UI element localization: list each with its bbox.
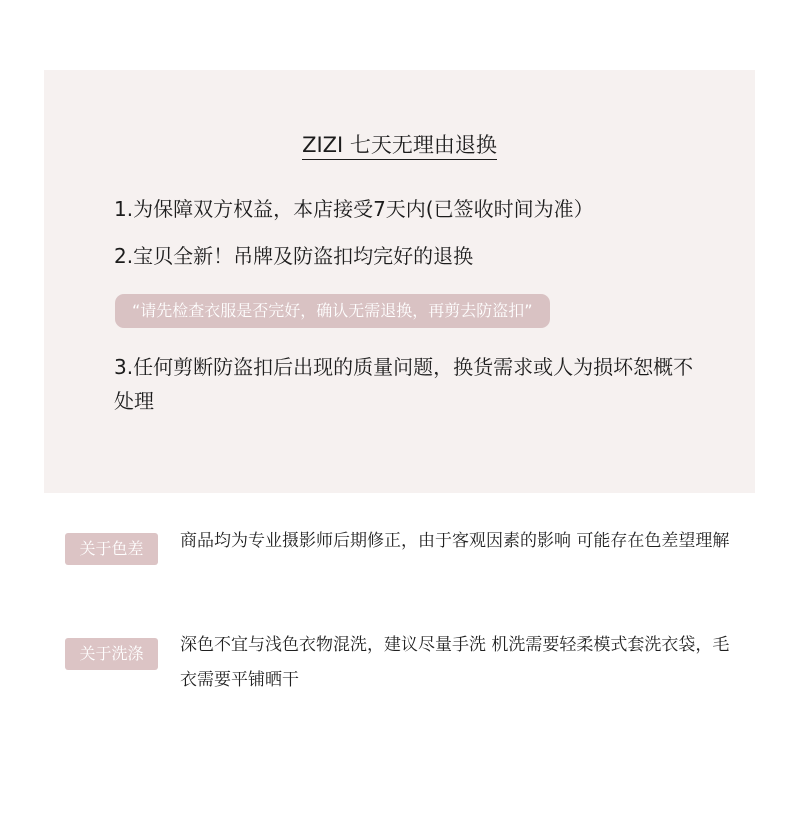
policy-rule-2: 2.宝贝全新！吊牌及防盗扣均完好的退换 bbox=[114, 244, 474, 268]
color-difference-tag: 关于色差 bbox=[65, 533, 158, 565]
policy-title bbox=[44, 130, 755, 160]
color-difference-text: 商品均为专业摄影师后期修正，由于客观因素的影响 可能存在色差望理解 bbox=[180, 531, 730, 551]
return-policy-panel bbox=[44, 70, 755, 493]
policy-title-text: ZIZI 七天无理由退换 bbox=[302, 132, 497, 160]
policy-rule-3: 3.任何剪断防盗扣后出现的质量问题，换货需求或人为损坏恕概不处理 bbox=[114, 355, 694, 413]
inspection-note-pill: “请先检查衣服是否完好，确认无需退换，再剪去防盗扣” bbox=[115, 294, 550, 328]
washing-tag: 关于洗涤 bbox=[65, 638, 158, 670]
policy-rule-1: 1.为保障双方权益，本店接受7天内(已签收时间为准） bbox=[114, 197, 594, 221]
washing-text: 深色不宜与浅色衣物混洗，建议尽量手洗 机洗需要轻柔模式套洗衣袋，毛衣需要平铺晒干 bbox=[180, 635, 730, 690]
